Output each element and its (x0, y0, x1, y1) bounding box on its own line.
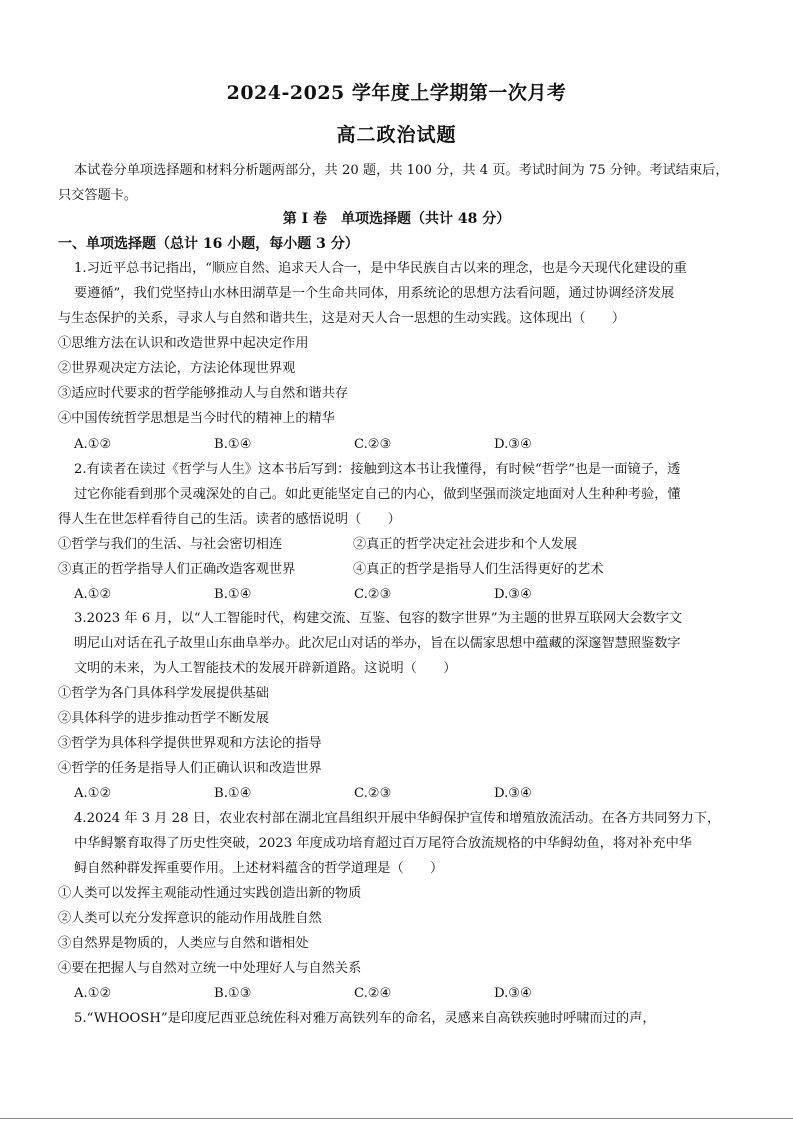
q1-option-d: D.③④ (494, 437, 532, 452)
q3-stem-line-3: 文明的未来，为人工智能技术的发展开辟新道路。这说明（ ） (74, 661, 457, 676)
exam-subtitle: 高二政治试题 (336, 124, 457, 146)
q2-item-3: ③真正的哲学指导人们正确改造客观世界 (58, 562, 296, 577)
q2-option-d: D.③④ (494, 587, 532, 602)
q4-stem-line-1: 4.2024 年 3 月 28 日，农业农村部在湖北宜昌组织开展中华鲟保护宣传和增殖放流活动。在各方共同努力下， (74, 811, 721, 826)
q2-item-4: ④真正的哲学是指导人们生活得更好的艺术 (353, 562, 604, 577)
exam-instructions (58, 158, 734, 208)
q2-stem-line-2: 过它你能看到那个灵魂深处的自己。如此更能坚定自己的内心，做到坚强而淡定地面对人生种种考验，懂 (74, 487, 681, 502)
q1-item-1: ①思维方法在认识和改造世界中起决定作用 (58, 336, 309, 351)
q4-item-3: ③自然界是物质的，人类应与自然和谐相处 (58, 936, 309, 951)
q3-option-b: B.①④ (214, 786, 252, 801)
q2-option-b: B.①④ (214, 587, 252, 602)
q2-stem-line-3: 得人生在世怎样看待自己的生活。读者的感悟说明（ ） (58, 512, 401, 527)
q3-option-d: D.③④ (494, 786, 532, 801)
q1-stem-line-1: 1.习近平总书记指出，“顺应自然、追求天人合一，是中华民族自古以来的理念，也是今天现代化建设的重 (74, 261, 687, 276)
q3-item-4: ④哲学的任务是指导人们正确认识和改造世界 (58, 761, 322, 776)
q3-item-2: ②具体科学的进步推动哲学不断发展 (58, 711, 269, 726)
q2-item-1: ①哲学与我们的生活、与社会密切相连 (58, 537, 283, 552)
q1-option-b: B.①④ (214, 437, 252, 452)
q1-option-a: A.①② (74, 437, 112, 452)
section-one-heading: 一、单项选择题（总计 16 小题，每小题 3 分） (58, 236, 359, 252)
q3-option-c: C.②③ (354, 786, 392, 801)
q5-stem-line-1: 5.“WHOOSH”是印度尼西亚总统佐科对雅万高铁列车的命名，灵感来自高铁疾驰时呼啸而过的声， (74, 1011, 656, 1026)
q4-option-a: A.①② (74, 986, 112, 1001)
exam-title: 2024-2025 学年度上学期第一次月考 (226, 82, 567, 104)
part-one-heading: 第 Ⅰ 卷 单项选择题（共计 48 分） (282, 211, 511, 227)
q1-stem-line-2: 要遵循”，我们党坚持山水林田湖草是一个生命共同体，用系统论的思想方法看问题，通过协调经济发展 (74, 286, 675, 301)
page-bottom-rule (0, 1118, 793, 1119)
q3-item-3: ③哲学为具体科学提供世界观和方法论的指导 (58, 736, 322, 751)
q4-option-d: D.③④ (494, 986, 532, 1001)
q4-item-2: ②人类可以充分发挥意识的能动作用战胜自然 (58, 911, 322, 926)
q3-stem-line-1: 3.2023 年 6 月，以“人工智能时代，构建交流、互鉴、包容的数字世界”为主题的世界互联网大会数字文 (74, 611, 683, 626)
q1-item-3: ③适应时代要求的哲学能够推动人与自然和谐共存 (58, 386, 349, 401)
q3-stem-line-2: 明尼山对话在孔子故里山东曲阜举办。此次尼山对话的举办，旨在以儒家思想中蕴藏的深邃智慧照鉴数字 (74, 636, 681, 651)
q1-option-c: C.②③ (354, 437, 392, 452)
q2-option-c: C.②③ (354, 587, 392, 602)
q1-stem-line-3: 与生态保护的关系，寻求人与自然和谐共生，这是对天人合一思想的生动实践。这体现出（ ） (58, 311, 626, 326)
instructions-line-1: 本试卷分单项选择题和材料分析题两部分，共 20 题，共 100 分，共 4 页。考试时间为 75 分钟。考试结束后， (74, 163, 729, 178)
q2-item-2: ②真正的哲学决定社会进步和个人发展 (353, 537, 578, 552)
q1-item-4: ④中国传统哲学思想是当今时代的精神上的精华 (58, 411, 335, 426)
q2-option-a: A.①② (74, 587, 112, 602)
q4-item-4: ④要在把握人与自然对立统一中处理好人与自然关系 (58, 961, 362, 976)
q2-stem-line-1: 2.有读者在读过《哲学与人生》这本书后写到：接触到这本书让我懂得，有时候“哲学”也是一面镜子，透 (74, 462, 681, 477)
q4-option-c: C.②④ (354, 986, 392, 1001)
q4-stem-line-3: 鲟自然种群发挥重要作用。上述材料蕴含的哲学道理是（ ） (74, 861, 444, 876)
q3-option-a: A.①② (74, 786, 112, 801)
q3-item-1: ①哲学为各门具体科学发展提供基础 (58, 686, 269, 701)
q1-item-2: ②世界观决定方法论，方法论体现世界观 (58, 361, 296, 376)
q4-item-1: ①人类可以发挥主观能动性通过实践创造出新的物质 (58, 886, 362, 901)
instructions-line-2: 只交答题卡。 (58, 188, 138, 203)
q4-option-b: B.①③ (214, 986, 252, 1001)
q4-stem-line-2: 中华鲟繁育取得了历史性突破，2023 年度成功培育超过百万尾符合放流规格的中华鲟幼鱼，将对补充中华 (74, 836, 692, 851)
